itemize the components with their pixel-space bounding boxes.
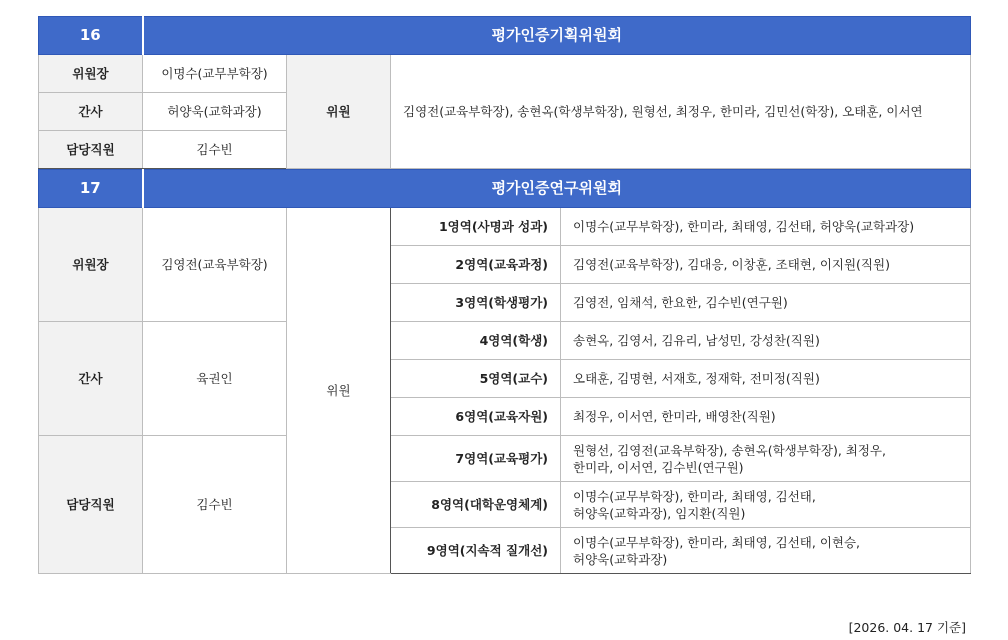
staff-label: 담당직원: [39, 436, 143, 574]
table-row: [39, 436, 971, 482]
area-label: 6영역(교육자원): [391, 398, 561, 436]
area-members-line: 원형선, 김영전(교육부학장), 송현옥(학생부학장), 최정우,: [573, 442, 886, 458]
area-label: 9영역(지속적 질개선): [391, 528, 561, 574]
committee-tables: [38, 16, 970, 574]
area-label: 2영역(교육과정): [391, 246, 561, 284]
secretary-label: 간사: [39, 322, 143, 436]
chair-label: 위원장: [39, 208, 143, 322]
area-members-line: 한미라, 이서연, 김수빈(연구원): [573, 459, 744, 475]
secretary-label: 간사: [39, 93, 143, 131]
committee-number: 17: [39, 170, 143, 208]
committee-title: 평가인증기획위원회: [143, 17, 971, 55]
secretary-name: 육권인: [143, 322, 287, 436]
reference-date-note: [2026. 04. 17 기준]: [848, 620, 966, 635]
staff-name: 김수빈: [143, 436, 287, 574]
chair-name: 이명수(교무부학장): [143, 55, 287, 93]
area-members: 김영전(교육부학장), 김대응, 이창훈, 조태현, 이지원(직원): [561, 246, 971, 284]
area-members: [561, 482, 971, 528]
secretary-name: 허양욱(교학과장): [143, 93, 287, 131]
table-row: [39, 55, 971, 93]
area-members-line: 허양욱(교학과장): [573, 551, 668, 567]
area-members: 송현옥, 김영서, 김유리, 남성민, 강성찬(직원): [561, 322, 971, 360]
area-members-line: 이명수(교무부학장), 한미라, 최태영, 김선태, 이현승,: [573, 534, 861, 550]
area-members: [561, 436, 971, 482]
member-list: 김영전(교육부학장), 송현옥(학생부학장), 원형선, 최정우, 한미라, 김민선(학장), 오태훈, 이서연: [391, 55, 971, 169]
committee-title: 평가인증연구위원회: [143, 170, 971, 208]
area-members: 오태훈, 김명현, 서재호, 정재학, 전미정(직원): [561, 360, 971, 398]
chair-label: 위원장: [39, 55, 143, 93]
committee-17-table: [38, 169, 971, 574]
committee-number: 16: [39, 17, 143, 55]
area-label: 7영역(교육평가): [391, 436, 561, 482]
area-members: 김영전, 임채석, 한요한, 김수빈(연구원): [561, 284, 971, 322]
area-members: 이명수(교무부학장), 한미라, 최태영, 김선태, 허양욱(교학과장): [561, 208, 971, 246]
committee-17-header: [39, 170, 971, 208]
area-members: [561, 528, 971, 574]
member-label: 위원: [287, 55, 391, 169]
area-label: 3영역(학생평가): [391, 284, 561, 322]
area-members-line: 허양욱(교학과장), 임지환(직원): [573, 505, 746, 521]
area-label: 5영역(교수): [391, 360, 561, 398]
committee-16-header: [39, 17, 971, 55]
committee-16-table: [38, 16, 971, 169]
staff-label: 담당직원: [39, 131, 143, 169]
area-members-line: 이명수(교무부학장), 한미라, 최태영, 김선태,: [573, 488, 816, 504]
staff-name: 김수빈: [143, 131, 287, 169]
area-members: 최정우, 이서연, 한미라, 배영찬(직원): [561, 398, 971, 436]
table-row: [39, 208, 971, 246]
member-label: 위원: [287, 208, 391, 574]
area-label: 1영역(사명과 성과): [391, 208, 561, 246]
chair-name: 김영전(교육부학장): [143, 208, 287, 322]
table-row: [39, 322, 971, 360]
area-label: 4영역(학생): [391, 322, 561, 360]
area-label: 8영역(대학운영체계): [391, 482, 561, 528]
